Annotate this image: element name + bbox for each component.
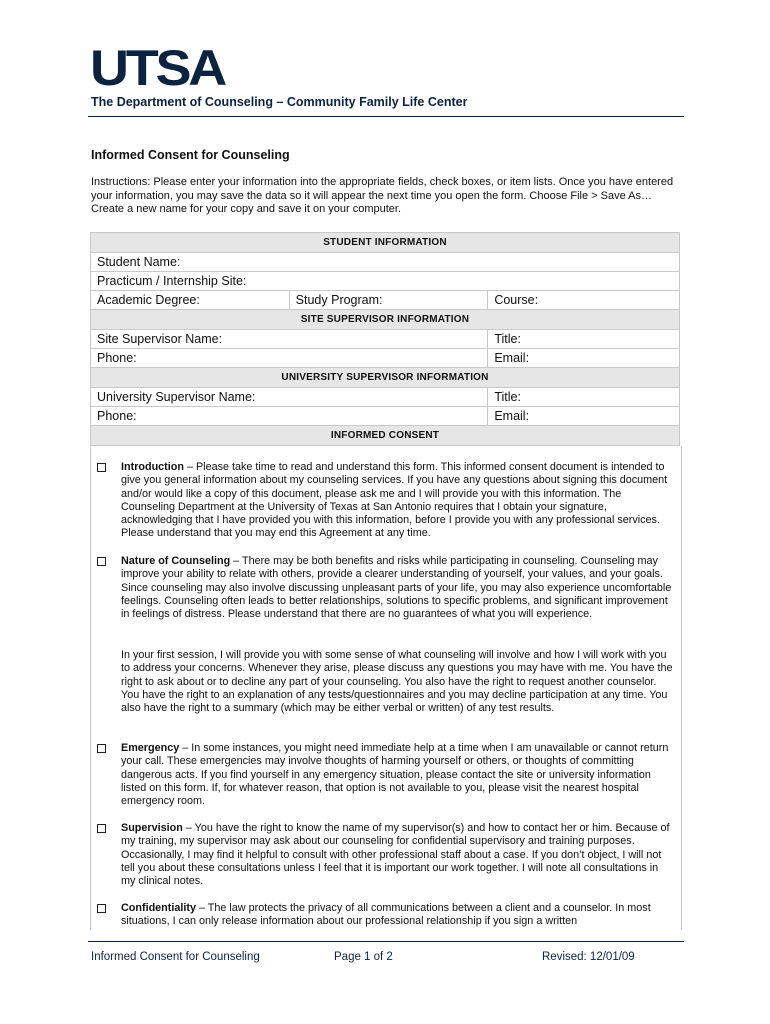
- course-field[interactable]: Course:: [488, 291, 680, 310]
- confidentiality-body: – The law protects the privacy of all communications between a client and a counselor. In most situations, I can only release information about our professional relationship if you sign a written: [121, 902, 651, 928]
- university-supervisor-email-field[interactable]: Email:: [488, 407, 680, 426]
- consent-section: [90, 446, 682, 930]
- confidentiality-text: [121, 902, 673, 929]
- emergency-title: Emergency: [121, 742, 180, 754]
- academic-degree-field[interactable]: Academic Degree:: [91, 291, 290, 310]
- practicum-site-field[interactable]: Practicum / Internship Site:: [91, 272, 680, 291]
- introduction-text: [121, 461, 673, 541]
- study-program-field[interactable]: Study Program:: [289, 291, 488, 310]
- nature-text: [121, 555, 673, 621]
- nature-checkbox[interactable]: [97, 557, 106, 566]
- emergency-checkbox[interactable]: [97, 744, 106, 753]
- page-number: Page 1 of 2: [334, 951, 393, 963]
- department-title: The Department of Counseling – Community Family Life Center: [91, 95, 468, 109]
- confidentiality-title: Confidentiality: [121, 902, 196, 914]
- introduction-body: – Please take time to read and understand this form. This informed consent document is intended to give you general information about my counseling services. If you have any questions about signing this document and/or would like a copy of this document, please ask me and I will provide you with this information. The Counseling Department at the University of Texas at San Antonio requires that I obtain your signature, acknowledging that I have provided you with this information, before I provide you with any professional services. Please understand that you may end this Agreement at any time.: [121, 461, 668, 540]
- header-rule: [88, 116, 684, 117]
- emergency-text: [121, 742, 673, 808]
- form-title: Informed Consent for Counseling: [91, 148, 290, 162]
- information-table: [90, 232, 680, 446]
- university-supervisor-name-field[interactable]: University Supervisor Name:: [91, 388, 488, 407]
- revision-date: Revised: 12/01/09: [542, 951, 635, 963]
- site-supervisor-email-field[interactable]: Email:: [488, 349, 680, 368]
- nature-title: Nature of Counseling: [121, 555, 231, 567]
- informed-consent-heading: INFORMED CONSENT: [91, 426, 680, 446]
- supervision-text: [121, 822, 673, 888]
- site-supervisor-phone-field[interactable]: Phone:: [91, 349, 488, 368]
- site-supervisor-name-field[interactable]: Site Supervisor Name:: [91, 330, 488, 349]
- university-supervisor-heading: UNIVERSITY SUPERVISOR INFORMATION: [91, 368, 680, 388]
- nature-paragraph-2: In your first session, I will provide you with some sense of what counseling will involve and how I will work with you to address your concerns. Whenever they arise, please discuss any questions you may have with me. You have the right to ask about or to decline any part of your counseling. You also have the right to request another counselor. You have the right to an explanation of any tests/questionnaires and you may decline participation at any time. You also have the right to a summary (which may be either verbal or written) of any test results.: [121, 649, 673, 715]
- footer-title: Informed Consent for Counseling: [91, 951, 260, 963]
- site-supervisor-heading: SITE SUPERVISOR INFORMATION: [91, 310, 680, 330]
- student-info-heading: STUDENT INFORMATION: [91, 233, 680, 253]
- confidentiality-checkbox[interactable]: [97, 904, 106, 913]
- instructions-text: Instructions: Please enter your information into the appropriate fields, check boxes, or item lists. Once you have entered your information, you may save the data so it will appear the next time you open the form. Choose File > Save As… Create a new name for your copy and save it on your computer.: [91, 176, 674, 216]
- emergency-body: – In some instances, you might need immediate help at a time when I am unavailable or cannot return your call. These emergencies may involve thoughts of harming yourself or others, or thoughts of committing dangerous acts. If you find yourself in any emergency situation, please contact the site or university information listed on this form. If, for whatever reason, that option is not available to you, please visit the nearest hospital emergency room.: [121, 742, 669, 808]
- nature-body: – There may be both benefits and risks while participating in counseling. Counseling may improve your ability to relate with others, provide a clearer understanding of yourself, your values, and your goals. Since counseling may also involve discussing unpleasant parts of your life, you may also experience uncomfortable feelings. Counseling often leads to better relationships, solutions to specific problems, and significant improvement in feelings of distress. Please understand that there are no guarantees of what you will experience.: [121, 555, 672, 621]
- supervision-title: Supervision: [121, 822, 183, 834]
- supervision-checkbox[interactable]: [97, 824, 106, 833]
- student-name-field[interactable]: Student Name:: [91, 253, 680, 272]
- introduction-title: Introduction: [121, 461, 184, 473]
- university-supervisor-title-field[interactable]: Title:: [488, 388, 680, 407]
- university-supervisor-phone-field[interactable]: Phone:: [91, 407, 488, 426]
- utsa-logo: UTSA: [90, 40, 225, 96]
- supervision-body: – You have the right to know the name of my supervisor(s) and how to contact her or him. Because of my training, my supervisor may ask about our counseling for confidential supervisory and training purposes. Occasionally, I may find it helpful to consult with other professional staff about a case. If you don’t object, I will not tell you about these consultations unless I feel that it is important our work together. I will note all consultations in my clinical notes.: [121, 822, 670, 888]
- introduction-checkbox[interactable]: [97, 463, 106, 472]
- site-supervisor-title-field[interactable]: Title:: [488, 330, 680, 349]
- footer-rule: [88, 941, 684, 942]
